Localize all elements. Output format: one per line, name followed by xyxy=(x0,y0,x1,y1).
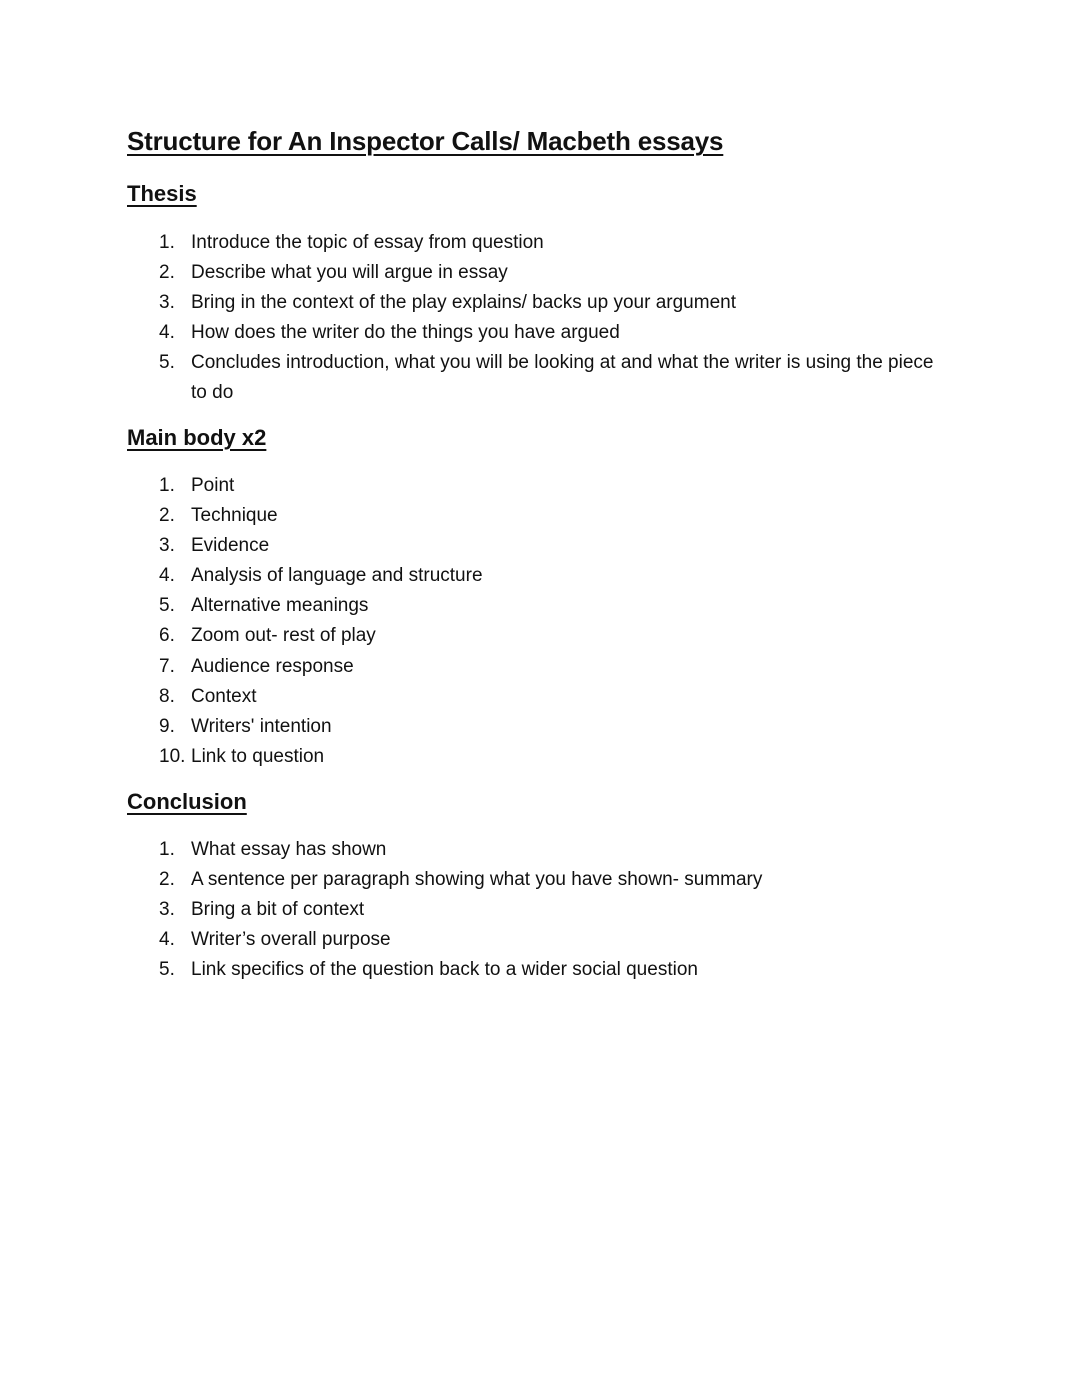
list-number: 4. xyxy=(159,565,175,587)
section-heading-thesis: Thesis xyxy=(127,181,197,206)
document-title: Structure for An Inspector Calls/ Macbeth essays xyxy=(127,126,724,156)
list-text: Analysis of language and structure xyxy=(191,565,483,587)
list-item xyxy=(0,652,951,682)
list-text: Context xyxy=(191,685,257,707)
list-text: Introduce the topic of essay from question xyxy=(191,232,544,253)
list-text: Bring a bit of context xyxy=(191,899,365,921)
list-item xyxy=(0,895,951,925)
list-number: 3. xyxy=(159,535,175,557)
list-item xyxy=(0,531,951,561)
list-number: 2. xyxy=(159,505,175,527)
section-heading-main-body: Main body x2 xyxy=(127,425,267,450)
list-item xyxy=(0,742,951,772)
list-text: Writer’s overall purpose xyxy=(191,929,391,951)
list-text: Zoom out- rest of play xyxy=(191,625,376,647)
list-number: 6. xyxy=(159,625,175,647)
list-number: 1. xyxy=(159,839,175,860)
main-body-list xyxy=(0,471,951,772)
list-item xyxy=(0,501,951,531)
list-item xyxy=(0,955,951,985)
list-text: Evidence xyxy=(191,535,270,557)
list-text: Link to question xyxy=(191,745,325,767)
list-number: 2. xyxy=(159,262,175,284)
list-text: Concludes introduction, what you will be looking at and what the writer is using the piece to do xyxy=(191,352,934,404)
list-number: 1. xyxy=(159,475,175,496)
list-item xyxy=(0,288,951,318)
list-number: 3. xyxy=(159,292,175,314)
list-item xyxy=(0,228,951,258)
list-number: 10. xyxy=(159,745,186,767)
list-item xyxy=(0,258,951,288)
thesis-list xyxy=(0,228,951,409)
section-heading-conclusion: Conclusion xyxy=(127,789,247,814)
list-text: Writers' intention xyxy=(191,715,332,737)
list-number: 2. xyxy=(159,869,175,891)
list-number: 5. xyxy=(159,352,175,374)
list-text: Alternative meanings xyxy=(191,595,369,617)
list-item xyxy=(0,682,951,712)
list-item xyxy=(0,865,951,895)
list-text: How does the writer do the things you have argued xyxy=(191,322,620,344)
list-text: A sentence per paragraph showing what you have shown- summary xyxy=(191,869,763,891)
list-item xyxy=(0,712,951,742)
list-number: 4. xyxy=(159,929,175,951)
list-number: 9. xyxy=(159,715,175,737)
list-item xyxy=(0,471,951,501)
list-number: 4. xyxy=(159,322,175,344)
list-item xyxy=(0,621,951,651)
list-text: Audience response xyxy=(191,655,354,677)
list-text: Point xyxy=(191,475,235,496)
list-item xyxy=(0,925,951,955)
list-item xyxy=(0,591,951,621)
list-number: 3. xyxy=(159,899,175,921)
list-item xyxy=(0,561,951,591)
list-item xyxy=(0,835,951,865)
list-text: What essay has shown xyxy=(191,839,387,860)
list-number: 7. xyxy=(159,655,175,677)
list-number: 5. xyxy=(159,595,175,617)
list-number: 1. xyxy=(159,232,175,253)
list-item xyxy=(0,318,951,348)
conclusion-list xyxy=(0,835,951,985)
list-item xyxy=(0,348,951,408)
list-text: Bring in the context of the play explains/ backs up your argument xyxy=(191,292,736,314)
list-text: Link specifics of the question back to a wider social question xyxy=(191,959,698,981)
list-text: Technique xyxy=(191,505,278,527)
list-text: Describe what you will argue in essay xyxy=(191,262,508,284)
list-number: 5. xyxy=(159,959,175,981)
list-number: 8. xyxy=(159,685,175,707)
